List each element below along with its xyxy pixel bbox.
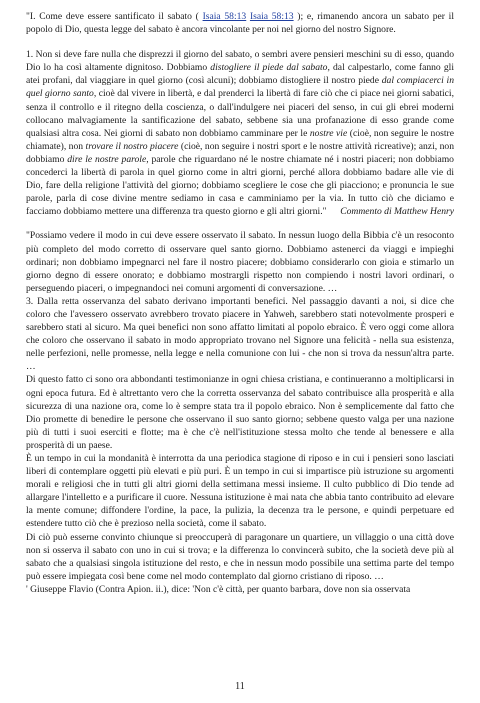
body-paragraph: "Possiamo vedere il modo in cui deve essere osservato il sabato. In nessun luogo della Bibbia c'è un resoconto più completo del modo corretto di osservare quel santo giorno. Dobbiamo astenerci da viaggi e impieghi ordinari; non dobbiamo impegnarci nel fare il nostro piacere; dobbiamo considerarlo con gioia e stimarlo un giorno degno di essere onorato; e dobbiamo mostrargli rispetto non compiendo i nostri lavori ordinari, o perseguendo piaceri, o impegnandoci nei comuni argomenti di conversazione. … [26,230,454,294]
body-paragraph: Di questo fatto ci sono ora abbondanti testimonianze in ogni chiesa cristiana, e continueranno a moltiplicarsi in ogni epoca futura. Ed è altrettanto vero che la corretta osservanza del sabato contribuisce alla prosperità e alla sicurezza di una nazione ora, come lo è sempre stata tra il popolo ebraico. Non è semplicemente dal fatto che Dio promette di benedire le persone che osservano il suo santo giorno; sebbene questo valga per una nazione più di tutti i suoi eserciti e flotte; ma è che c'è nell'istituzione stessa molto che tende al benessere e alla prosperità di un paese. [26,374,454,451]
body-paragraph: 3. Dalla retta osservanza del sabato derivano importanti benefici. Nel passaggio davanti a noi, si dice che coloro che l'avessero osservato avrebbero trovato piacere in Yahweh, sarebbero stati notevolmente prosperi e sarebbero stati al sicuro. Ma quei benefici non sono affatto limitati al popolo ebraico. È vero oggi come allora che coloro che osservano il sabato in modo appropriato trovano nel Signore una felicità - nella sua esistenza, nelle perfezioni, nelle promesse, nella legge e nella comunione con lui - che non si trova da nessun'altra parte. … [26,295,454,373]
emphasis: dire le nostre parole [67,153,147,165]
page-number: 11 [235,681,245,692]
emphasis: dal compiacerci in quel giorno santo [26,75,454,100]
emphasis: distogliere il piede dal sabato [210,62,328,74]
body-paragraph: ' Giuseppe Flavio (Contra Apion. ii.), dice: 'Non c'è città, per quanto barbara, dove non sia osservata [26,583,411,595]
commentary-paragraph: 1. Non si deve fare nulla che disprezzi il giorno del sabato, o sembri avere pensieri meschini su di esso, quando Dio lo ha così altamente dignitoso. Dobbiamo distogliere il piede dal sabato, dal calpestarlo, come fanno gli atei profani, dal viaggiare in quel giorno (così alcuni); dobbiamo distogliere il nostro piede dal compiacerci in quel giorno santo, cioè dal vivere in libertà, e dal prenderci la libertà di fare ciò che ci piace nei giorni sabatici, senza il controllo e il ritegno della coscienza, o dall'indulgere nei piaceri del senso, in cui gli ebrei moderni collocano malvagiamente la santificazione del sabato, sebbene sia una profanazione di esso grande come qualsiasi altra cosa. Nei giorni di sabato non dobbiamo camminare per le nostre vie (cioè, non seguire le nostre chiamate), non trovare il nostro piacere (cioè, non seguire i nostri sport e le nostre attività ricreative); anzi, non dobbiamo dire le nostre parole, parole che riguardano né le nostre chiamate né i nostri piaceri; non dobbiamo concederci la libertà di parola in quel giorno come in altri giorni, perché allora dobbiamo badare alle vie di Dio, fare della religione l'attività del giorno; dobbiamo scegliere le cose che gli piacciono; e pronuncia le sue parole, parla di cose divine mentre sediamo in casa e camminiamo per la via. In tutto ciò che diciamo e facciamo dobbiamo mettere una differenza tra questo giorno e gli altri giorni." Commento di Matthew Henry [26,49,454,218]
scripture-link[interactable]: Isaia 58:13 [202,11,247,22]
paragraph-gap [26,218,454,229]
body-paragraph: È un tempo in cui la mondanità è interrotta da una periodica stagione di riposo e in cui i pensieri sono lasciati liberi di contemplare oggetti più elevati e più puri. È un tempo in cui si impartisce più istruzione su argomenti morali e religiosi che in tutti gli altri giorni della settimana messi insieme. Il culto pubblico di Dio tende ad allargare l'intelletto e a purificare il cuore. Nessuna istituzione è mai nata che abbia tanto contribuito ad elevare la mente comune; diffondere l'ordine, la pace, la pulizia, la decenza tra le persone, e quindi perpetuare ed estendere tutto ciò che è prezioso nella società, come il sabato. [26,453,454,530]
attribution: Commento di Matthew Henry [340,206,454,218]
scripture-link[interactable]: Isaia 58:13 [249,11,294,22]
paragraph-gap [26,36,454,48]
emphasis: trovare il nostro piacere [85,140,179,152]
intro-paragraph: "I. Come deve essere santificato il sabato ( Isaia 58:13 Isaia 58:13 ); e, rimanendo ancora un sabato per il popolo di Dio, questa legge del sabato è ancora vincolante per noi nel giorno del nostro Signore. [26,11,454,36]
emphasis: nostre vie [309,127,348,139]
body-paragraph: Di ciò può esserne convinto chiunque si preoccuperà di paragonare un quartiere, un villaggio o una città dove non si osserva il sabato con uno in cui si trova; e la differenza lo convincerà subito, che la società deve più al sabato che a qualsiasi singola istituzione del resto, e che in nessun modo possibile una settima parte del tempo può essere impiegata così bene come nel modo contemplato dal giorno cristiano di riposo. … [26,531,454,582]
